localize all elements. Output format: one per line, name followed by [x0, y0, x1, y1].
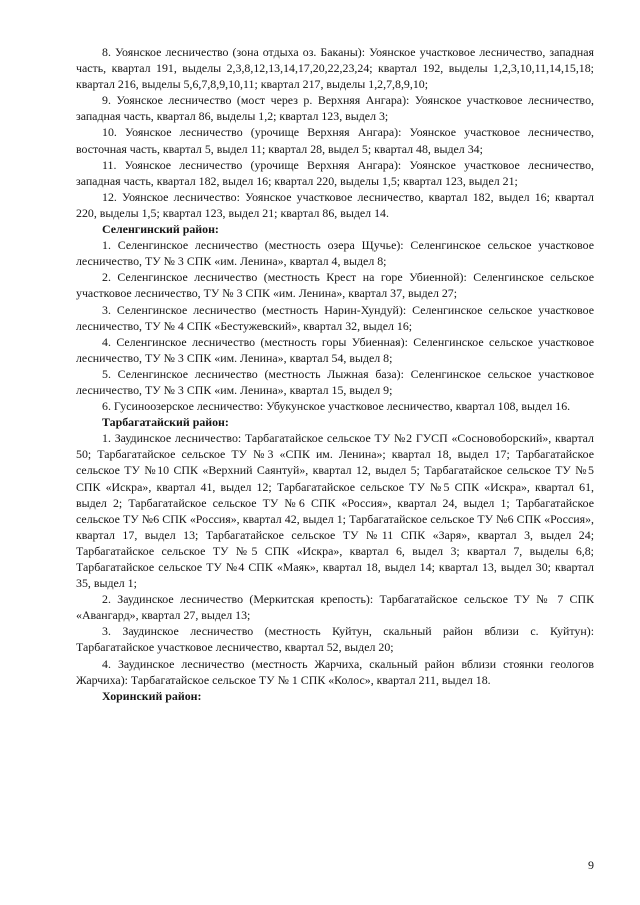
list-item: 1. Заудинское лесничество: Тарбагатайское сельское ТУ №2 ГУСП «Сосновоборский», квартал 50; Тарбагатайское сельское ТУ №3 «СПК им. Ленина»; квартал 18, выдел 17; Тарбагатайское сельское ТУ №10 СПК «Верхний Саянтуй», квартал 12, выдел 5; Тарбагатайское сельское ТУ №5 СПК «Искра», квартал 41, выдел 12; Тарбагатайское сельское ТУ №5 СПК «Искра», квартал 61, выдел 2; Тарбагатайское сельское ТУ №6 СПК «Россия», квартал 24, выдел 1; Тарбагатайское сельское ТУ №6 СПК «Россия», квартал 42, выдел 1; Тарбагатайское сельское ТУ №6 СПК «Россия», квартал 17, выдел 13; Тарбагатайское сельское ТУ №11 СПК «Заря», квартал 3, выдел 24; Тарбагатайское сельское ТУ №5 СПК «Искра», квартал 6, выдел 3; квартал 7, выделы 6,8; Тарбагатайское сельское ТУ №4 СПК «Маяк», квартал 18, выдел 14; квартал 13, выдел 30; квартал 35, выдел 1;: [76, 431, 594, 591]
list-item: 3. Заудинское лесничество (местность Куйтун, скальный район вблизи с. Куйтун): Тарбагатайское участковое лесничество, квартал 52, выдел 20;: [76, 624, 594, 655]
section-heading: Селенгинский район:: [102, 222, 219, 237]
list-item: 4. Заудинское лесничество (местность Жарчиха, скальный район вблизи стоянки геологов Жарчиха): Тарбагатайское сельское ТУ № 1 СПК «Колос», квартал 211, выдел 18.: [76, 656, 594, 687]
list-item: 3. Селенгинское лесничество (местность Нарин-Хундуй): Селенгинское сельское участковое лесничество, ТУ № 4 СПК «Бестужевский», квартал 32, выдел 16;: [76, 302, 594, 333]
list-item: 6. Гусиноозерское лесничество: Убукунское участковое лесничество, квартал 108, выдел 16.: [102, 399, 571, 414]
list-item: 12. Уоянское лесничество: Уоянское участковое лесничество, квартал 182, выдел 16; квартал 220, выделы 1,5; квартал 123, выдел 21; квартал 86, выдел 14.: [76, 189, 594, 220]
list-item: 11. Уоянское лесничество (урочище Верхняя Ангара): Уоянское участковое лесничество, западная часть, квартал 182, выдел 16; квартал 220, выделы 1,5; квартал 123, выдел 21;: [76, 157, 594, 188]
section-heading: Тарбагатайский район:: [102, 415, 229, 430]
section-heading: Хоринский район:: [102, 688, 202, 703]
list-item: 4. Селенгинское лесничество (местность горы Убиенная): Селенгинское сельское участковое лесничество, ТУ № 3 СПК «им. Ленина», квартал 54, выдел 8;: [76, 334, 594, 365]
list-item: 2. Заудинское лесничество (Меркитская крепость): Тарбагатайское сельское ТУ № 7 СПК «Авангард», квартал 27, выдел 13;: [76, 592, 594, 623]
page-number: 9: [588, 858, 594, 872]
list-item: 9. Уоянское лесничество (мост через р. Верхняя Ангара): Уоянское участковое лесничество, западная часть, квартал 86, выделы 1,2; квартал 123, выдел 3;: [76, 93, 594, 124]
list-item: 8. Уоянское лесничество (зона отдыха оз. Баканы): Уоянское участковое лесничество, западная часть, квартал 191, выделы 2,3,8,12,13,14,17,20,22,23,24; квартал 192, выделы 1,2,3,10,11,14,15,18; квартал 216, выделы 5,6,7,8,9,10,11; квартал 217, выделы 1,2,7,8,9,10;: [76, 45, 594, 92]
list-item: 1. Селенгинское лесничество (местность озера Щучье): Селенгинское сельское участковое лесничество, ТУ № 3 СПК «им. Ленина», квартал 4, выдел 8;: [76, 238, 594, 269]
list-item: 2. Селенгинское лесничество (местность Крест на горе Убиенной): Селенгинское сельское участковое лесничество, ТУ № 3 СПК «им. Ленина», квартал 37, выдел 27;: [76, 270, 594, 301]
document-page: [76, 44, 594, 704]
list-item: 10. Уоянское лесничество (урочище Верхняя Ангара): Уоянское участковое лесничество, восточная часть, квартал 5, выдел 11; квартал 28, выдел 5; квартал 48, выдел 34;: [76, 125, 594, 156]
list-item: 5. Селенгинское лесничество (местность Лыжная база): Селенгинское сельское участковое лесничество, ТУ № 3 СПК «им. Ленина», квартал 15, выдел 9;: [76, 366, 594, 397]
